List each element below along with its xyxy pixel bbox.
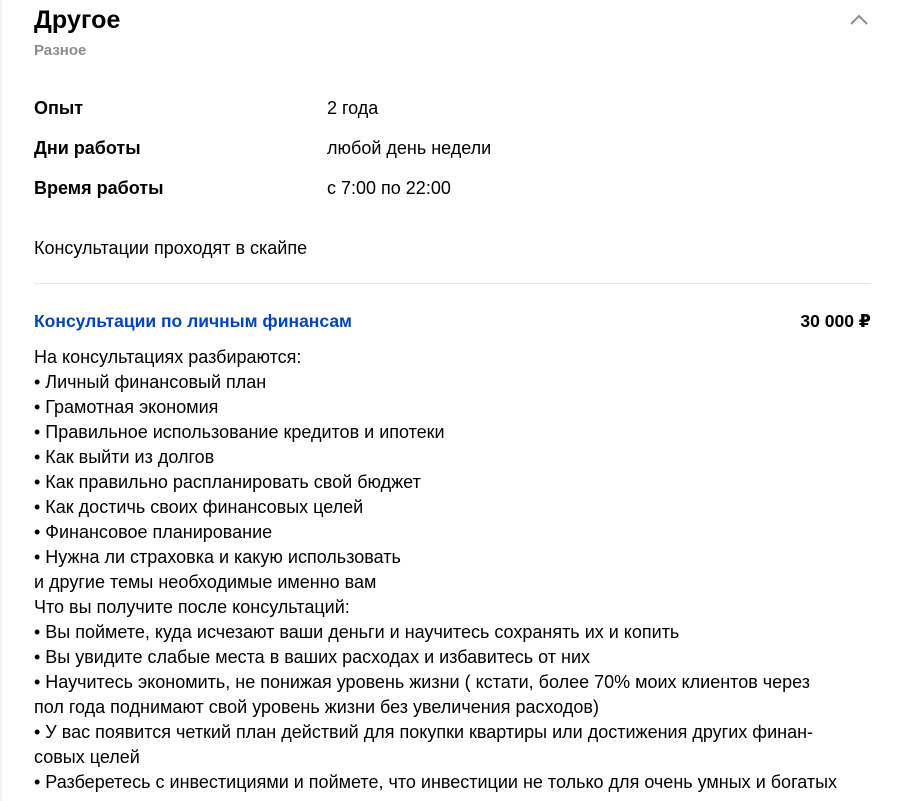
consultation-note: Консультации проходят в скайпе [34,238,308,258]
description-line: • У вас появится четкий план действий для покупки квартиры или достижения других финан- [34,722,814,742]
param-row-work-hours [34,176,871,216]
left-border [0,0,2,801]
service-header [34,309,871,343]
description-line: • Как выйти из долгов [34,447,215,467]
description-line: На консультациях разбираются: [34,347,302,367]
param-row-work-days [34,136,871,176]
description-line: • Финансовое планирование [34,522,273,542]
param-row-experience [34,96,871,136]
description-line: • Как достичь своих финансовых целей [34,497,364,517]
description-line: совых целей [34,747,140,767]
section-header [34,0,871,70]
description-line: • Научитесь экономить, не понижая уровень жизни ( кстати, более 70% моих клиентов через [34,672,811,692]
divider [34,283,871,284]
chevron-up-icon [847,8,871,32]
description-line: • Личный финансовый план [34,372,267,392]
description-line: • Правильное использование кредитов и ипотеки [34,422,445,442]
description-line: • Грамотная экономия [34,397,219,417]
param-label: Опыт [34,98,84,118]
param-label: Дни работы [34,138,141,158]
description-line: пол года поднимают свой уровень жизни без увеличения расходов) [34,697,599,717]
service-description [34,345,879,795]
param-value: 2 года [327,98,379,118]
description-line: • Разберетесь с инвестициями и поймете, что инвестиции не только для очень умных и богатых [34,772,838,792]
param-value: с 7:00 по 22:00 [327,178,451,198]
section-title: Другое [34,6,121,34]
description-line: и другие темы необходимые именно вам [34,572,377,592]
service-item [34,309,871,792]
service-title-link[interactable]: Консультации по личным финансам [34,311,352,331]
other-section [34,0,871,792]
params-list [34,96,871,216]
service-price: 30 000 ₽ [800,311,871,331]
param-value: любой день недели [327,138,492,158]
description-line: • Вы поймете, куда исчезают ваши деньги и научитесь сохранять их и копить [34,622,680,642]
description-line: • Нужна ли страховка и какую использовать [34,547,401,567]
description-line: • Как правильно распланировать свой бюджет [34,472,421,492]
description-line: Что вы получите после консультаций: [34,597,350,617]
description-line: • Вы увидите слабые места в ваших расходах и избавитесь от них [34,647,591,667]
param-label: Время работы [34,178,164,198]
collapse-button[interactable] [847,8,871,32]
section-subtitle: Разное [34,42,87,59]
